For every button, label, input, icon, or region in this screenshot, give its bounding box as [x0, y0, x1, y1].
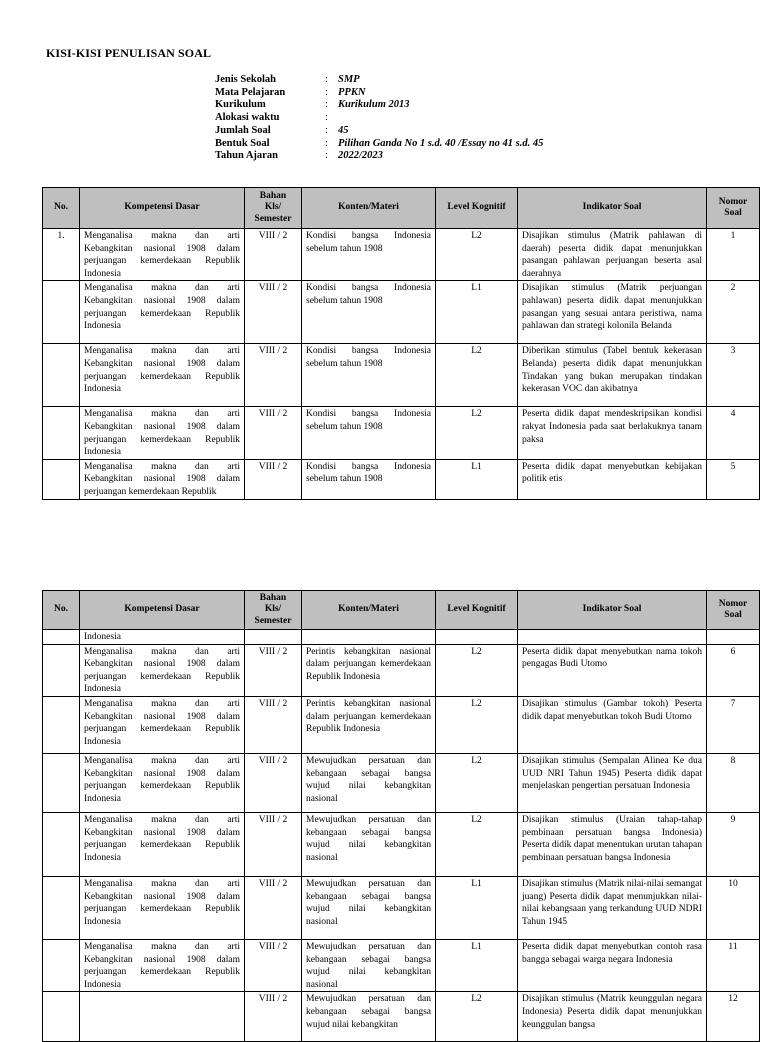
- cell-nomor-soal: 6: [707, 644, 760, 696]
- cell-nomor-soal: 2: [707, 281, 760, 344]
- cell-indikator-soal: Disajikan stimulus (Sempalan Alinea Ke dua UUD NRI Tahun 1945) Peserta didik dapat menjelaskan pengertian persatuan Indonesia: [518, 753, 707, 812]
- table-row: [43, 281, 760, 344]
- cell-no: [43, 459, 80, 499]
- cell-no: [43, 344, 80, 407]
- cell-bahan-kls-semester: VIII / 2: [245, 753, 302, 812]
- info-value: Pilihan Ganda No 1 s.d. 40 /Essay no 41 s.d. 45: [338, 137, 544, 149]
- info-label: Alokasi waktu: [215, 112, 280, 124]
- info-separator: :: [325, 150, 328, 162]
- header-level-kognitif: Level Kognitif: [436, 591, 518, 630]
- cell-level-kognitif: L2: [436, 992, 518, 1042]
- cell-kompetensi-dasar: Menganalisa makna dan arti Kebangkitan nasional 1908 dalam perjuangan kemerdekaan Republik Indonesia: [80, 407, 245, 459]
- info-label: Jenis Sekolah: [215, 74, 276, 85]
- header-row: [43, 591, 760, 630]
- cell-indikator-soal: Peserta didik dapat menyebutkan contoh rasa bangga sebagai warga negara Indonesia: [518, 939, 707, 991]
- header-bahan-line: Semester: [254, 213, 292, 224]
- cell-no: [43, 630, 80, 645]
- cell-level-kognitif: L2: [436, 344, 518, 407]
- cell-nomor-soal: 12: [707, 992, 760, 1042]
- header-row: [43, 188, 760, 229]
- cell-konten-materi: Kondisi bangsa Indonesia sebelum tahun 1908: [302, 344, 436, 407]
- table-row: [43, 992, 760, 1042]
- cell-nomor-soal: 5: [707, 459, 760, 499]
- cell-level-kognitif: L1: [436, 459, 518, 499]
- cell-konten-materi: Kondisi bangsa Indonesia sebelum tahun 1908: [302, 281, 436, 344]
- cell-indikator-soal: Peserta didik dapat mendeskripsikan kondisi rakyat Indonesia pada saat berlakuknya tanam paksa: [518, 407, 707, 459]
- cell-konten-materi: Perintis kebangkitan nasional dalam perjuangan kemerdekaan Republik Indonesia: [302, 644, 436, 696]
- kisi-kisi-table-1: [42, 187, 760, 500]
- header-bahan-line: Bahan: [259, 190, 287, 201]
- cell-bahan-kls-semester: VIII / 2: [245, 407, 302, 459]
- cell-bahan-kls-semester: VIII / 2: [245, 459, 302, 499]
- cell-kompetensi-dasar: Menganalisa makna dan arti Kebangkitan nasional 1908 dalam perjuangan kemerdekaan Republik Indonesia: [80, 753, 245, 812]
- header-level-kognitif: Level Kognitif: [436, 188, 518, 229]
- info-separator: :: [325, 99, 328, 111]
- cell-no: 1.: [43, 229, 80, 281]
- info-value: Kurikulum 2013: [338, 99, 410, 111]
- table-2-body: [43, 630, 760, 1042]
- cell-nomor-soal: 4: [707, 407, 760, 459]
- table-row: [43, 344, 760, 407]
- cell-bahan-kls-semester: VIII / 2: [245, 344, 302, 407]
- cell-indikator-soal: Disajikan stimulus (Uraian tahap-tahap pembinaan persatuan bangsa Indonesia) Peserta didik dapat menentukan urutan tahapan pembinaan persatuan bangsa Indonesia: [518, 812, 707, 876]
- cell-konten-materi: Mewujudkan persatuan dan kebangaan sebagai bangsa wujud nilai kebangkitan: [302, 992, 436, 1042]
- cell-bahan-kls-semester: VIII / 2: [245, 939, 302, 991]
- cell-indikator-soal: Peserta didik dapat menyebutkan nama tokoh pengagas Budi Utomo: [518, 644, 707, 696]
- kisi-kisi-table-2: [42, 590, 760, 1042]
- cell-level-kognitif: L2: [436, 229, 518, 281]
- table-row: [43, 229, 760, 281]
- info-separator: :: [325, 137, 328, 149]
- header-indikator-soal: Indikator Soal: [518, 591, 707, 630]
- header-bahan-line: Kls/: [264, 604, 282, 615]
- cell-indikator-soal: Diberikan stimulus (Tabel bentuk kekerasan Belanda) peserta didik dapat menunjukkan Tindakan yang bukan merupakan tindakan kekerasan VOC dan akibatnya: [518, 344, 707, 407]
- table-1-body: [43, 229, 760, 500]
- table-row: [43, 696, 760, 753]
- cell-kompetensi-dasar: Menganalisa makna dan arti Kebangkitan nasional 1908 dalam perjuangan kemerdekaan Republik Indonesia: [80, 281, 245, 344]
- info-value: PPKN: [338, 86, 366, 98]
- table-row: [43, 630, 760, 645]
- info-row: [215, 74, 543, 87]
- cell-nomor-soal: [707, 630, 760, 645]
- cell-level-kognitif: [436, 630, 518, 645]
- cell-nomor-soal: 11: [707, 939, 760, 991]
- cell-nomor-soal: 3: [707, 344, 760, 407]
- header-nomor-line: Soal: [724, 208, 742, 218]
- cell-konten-materi: Mewujudkan persatuan dan kebangaan sebagai bangsa wujud nilai kebangkitan nasional: [302, 812, 436, 876]
- info-separator: :: [325, 74, 328, 85]
- header-indikator-soal: Indikator Soal: [518, 188, 707, 229]
- info-separator: :: [325, 86, 328, 98]
- cell-kompetensi-dasar: Menganalisa makna dan arti Kebangkitan nasional 1908 dalam perjuangan kemerdekaan Republik Indonesia: [80, 876, 245, 939]
- header-bahan-kls-semester: [245, 591, 302, 630]
- cell-konten-materi: Kondisi bangsa Indonesia sebelum tahun 1908: [302, 407, 436, 459]
- cell-kompetensi-dasar: Menganalisa makna dan arti Kebangkitan nasional 1908 dalam perjuangan kemerdekaan Republik Indonesia: [80, 344, 245, 407]
- cell-konten-materi: Mewujudkan persatuan dan kebangaan sebagai bangsa wujud nilai kebangkitan nasional: [302, 939, 436, 991]
- cell-nomor-soal: 10: [707, 876, 760, 939]
- cell-bahan-kls-semester: VIII / 2: [245, 992, 302, 1042]
- cell-kompetensi-dasar: Menganalisa makna dan arti Kebangkitan nasional 1908 dalam perjuangan kemerdekaan Republik Indonesia: [80, 644, 245, 696]
- header-konten-materi: Konten/Materi: [302, 188, 436, 229]
- info-row: [215, 99, 543, 112]
- cell-nomor-soal: 8: [707, 753, 760, 812]
- header-nomor-line: Soal: [724, 610, 742, 620]
- info-row: [215, 125, 543, 138]
- cell-konten-materi: Mewujudkan persatuan dan kebangaan sebagai bangsa wujud nilai kebangkitan nasional: [302, 753, 436, 812]
- table-row: [43, 644, 760, 696]
- table-row: [43, 812, 760, 876]
- cell-no: [43, 644, 80, 696]
- info-label: Tahun Ajaran: [215, 150, 278, 162]
- cell-level-kognitif: L1: [436, 939, 518, 991]
- document-title: KISI-KISI PENULISAN SOAL: [46, 46, 212, 60]
- cell-no: [43, 281, 80, 344]
- table-row: [43, 876, 760, 939]
- cell-kompetensi-dasar: Menganalisa makna dan arti Kebangkitan nasional 1908 dalam perjuangan kemerdekaan Republik Indonesia: [80, 696, 245, 753]
- cell-no: [43, 992, 80, 1042]
- cell-no: [43, 876, 80, 939]
- cell-level-kognitif: L2: [436, 644, 518, 696]
- cell-indikator-soal: [518, 630, 707, 645]
- header-kompetensi-dasar: Kompetensi Dasar: [80, 188, 245, 229]
- cell-nomor-soal: 1: [707, 229, 760, 281]
- cell-indikator-soal: Disajikan stimulus (Matrik pahlawan di daerah) peserta didik dapat menunjukkan pasangan pahlawan perjuangan beserta asal daerahnya: [518, 229, 707, 281]
- header-kompetensi-dasar: Kompetensi Dasar: [80, 591, 245, 630]
- header-nomor-line: Nomor: [718, 196, 748, 207]
- cell-konten-materi: Perintis kebangkitan nasional dalam perjuangan kemerdekaan Republik Indonesia: [302, 696, 436, 753]
- cell-level-kognitif: L2: [436, 812, 518, 876]
- cell-bahan-kls-semester: VIII / 2: [245, 876, 302, 939]
- info-label: Mata Pelajaran: [215, 86, 286, 98]
- cell-bahan-kls-semester: VIII / 2: [245, 229, 302, 281]
- cell-konten-materi: Kondisi bangsa Indonesia sebelum tahun 1908: [302, 459, 436, 499]
- cell-kompetensi-dasar: Menganalisa makna dan arti Kebangkitan nasional 1908 dalam perjuangan kemerdekaan Republik Indonesia: [80, 939, 245, 991]
- header-bahan-line: Semester: [254, 615, 292, 626]
- header-no: No.: [43, 188, 80, 229]
- header-bahan-line: Kls/: [264, 202, 282, 213]
- cell-kompetensi-dasar: Menganalisa makna dan arti Kebangkitan nasional 1908 dalam perjuangan kemerdekaan Republik: [80, 459, 245, 499]
- cell-bahan-kls-semester: VIII / 2: [245, 696, 302, 753]
- header-nomor-line: Nomor: [718, 598, 748, 609]
- header-nomor-soal: [707, 591, 760, 630]
- cell-indikator-soal: Disajikan stimulus (Matrik keunggulan negara Indonesia) Peserta didik dapat menunjukkan keunggulan bangsa: [518, 992, 707, 1042]
- header-bahan-kls-semester: [245, 188, 302, 229]
- cell-no: [43, 753, 80, 812]
- info-label: Kurikulum: [215, 99, 266, 111]
- info-value: 2022/2023: [338, 150, 383, 162]
- cell-no: [43, 696, 80, 753]
- cell-no: [43, 407, 80, 459]
- cell-level-kognitif: L2: [436, 407, 518, 459]
- cell-bahan-kls-semester: VIII / 2: [245, 281, 302, 344]
- cell-level-kognitif: L2: [436, 753, 518, 812]
- header-nomor-soal: [707, 188, 760, 229]
- cell-bahan-kls-semester: [245, 630, 302, 645]
- cell-no: [43, 812, 80, 876]
- cell-bahan-kls-semester: VIII / 2: [245, 812, 302, 876]
- cell-level-kognitif: L1: [436, 876, 518, 939]
- header-no: No.: [43, 591, 80, 630]
- document-info: [215, 74, 543, 163]
- cell-level-kognitif: L2: [436, 696, 518, 753]
- info-row: [215, 138, 543, 151]
- info-value: 45: [338, 124, 349, 136]
- cell-bahan-kls-semester: VIII / 2: [245, 644, 302, 696]
- header-bahan-line: Bahan: [259, 592, 287, 603]
- info-separator: :: [325, 112, 328, 124]
- header-konten-materi: Konten/Materi: [302, 591, 436, 630]
- table-row: [43, 753, 760, 812]
- cell-kompetensi-dasar: [80, 992, 245, 1042]
- cell-no: [43, 939, 80, 991]
- cell-indikator-soal: Disajikan stimulus (Gambar tokoh) Peserta didik dapat menyebutkan tokoh Budi Utomo: [518, 696, 707, 753]
- cell-level-kognitif: L1: [436, 281, 518, 344]
- cell-kompetensi-dasar: Menganalisa makna dan arti Kebangkitan nasional 1908 dalam perjuangan kemerdekaan Republik Indonesia: [80, 812, 245, 876]
- cell-kompetensi-dasar: Indonesia: [80, 630, 245, 645]
- table-row: [43, 939, 760, 991]
- cell-konten-materi: Kondisi bangsa Indonesia sebelum tahun 1908: [302, 229, 436, 281]
- cell-kompetensi-dasar: Menganalisa makna dan arti Kebangkitan nasional 1908 dalam perjuangan kemerdekaan Republik Indonesia: [80, 229, 245, 281]
- info-separator: :: [325, 124, 328, 136]
- table-row: [43, 407, 760, 459]
- info-label: Jumlah Soal: [215, 124, 271, 136]
- cell-nomor-soal: 7: [707, 696, 760, 753]
- cell-indikator-soal: Disajikan stimulus (Matrik perjuangan pahlawan) peserta didik dapat menunjukkan pasangan yang sesuai antara peristiwa, nama pahlawan dan strategi kolonila Belanda: [518, 281, 707, 344]
- table-row: [43, 459, 760, 499]
- cell-indikator-soal: Disajikan stimulus (Matrik nilai-nilai semangat juang) Peserta didik dapat menunjukkan nilai-nilai kebangsaan yang terkandung UUD NDRI Tahun 1945: [518, 876, 707, 939]
- cell-indikator-soal: Peserta didik dapat menyebutkan kebijakan politik etis: [518, 459, 707, 499]
- cell-konten-materi: [302, 630, 436, 645]
- info-row: [215, 150, 543, 163]
- cell-konten-materi: Mewujudkan persatuan dan kebangaan sebagai bangsa wujud nilai kebangkitan nasional: [302, 876, 436, 939]
- info-label: Bentuk Soal: [215, 137, 270, 149]
- cell-nomor-soal: 9: [707, 812, 760, 876]
- info-row: [215, 112, 543, 125]
- info-value: SMP: [338, 74, 360, 85]
- info-row: [215, 87, 543, 100]
